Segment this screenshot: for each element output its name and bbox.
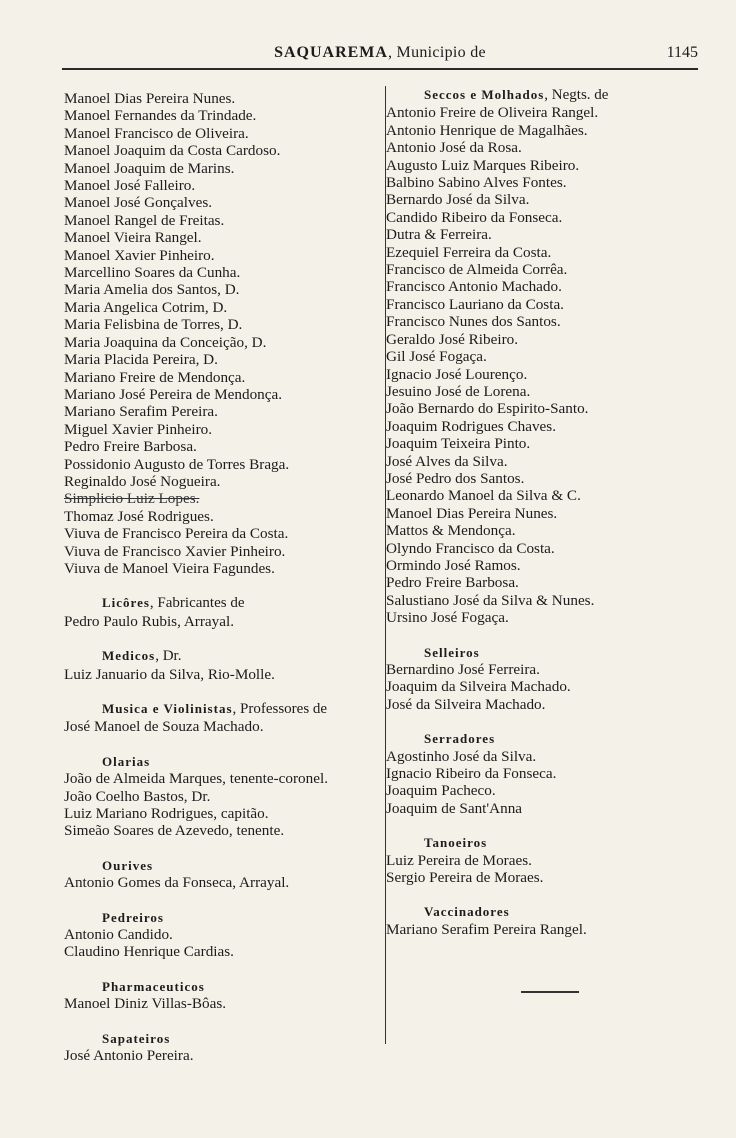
list-item: Candido Ribeiro da Fonseca. [386,208,563,226]
list-item: Manoel Francisco de Oliveira. [64,124,249,142]
right-column [386,86,722,938]
list-item: Luiz Januario da Silva, Rio-Molle. [64,665,275,683]
list-item: Manoel Rangel de Freitas. [64,211,225,229]
list-item: Claudino Henrique Cardias. [64,943,234,961]
list-item: Manoel Xavier Pinheiro. [64,246,215,264]
list-item: Miguel Xavier Pinheiro. [64,420,213,438]
list-item: Francisco Antonio Machado. [386,278,562,296]
list-item: Dutra & Ferreira. [386,226,492,244]
list-item: Sergio Pereira de Moraes. [386,869,544,887]
list-item: Agostinho José da Silva. [386,747,537,765]
list-item: Olyndo Francisco da Costa. [386,539,555,557]
list-item: Bernardo José da Silva. [386,191,530,209]
page-number: 1145 [666,44,698,61]
list-item: Joaquim Pacheco. [386,782,496,800]
list-item: Ezequiel Ferreira da Costa. [386,243,552,261]
list-item-struck: Simplicio Luiz Lopes. [64,490,200,508]
section-heading-licores: Licôres, Fabricantes de [102,595,245,612]
list-item: Viuva de Manoel Vieira Fagundes. [64,559,275,577]
list-item: Marcellino Soares da Cunha. [64,264,241,282]
list-item: Mariano Serafim Pereira. [64,403,218,421]
list-item: Maria Placida Pereira, D. [64,351,218,369]
list-item: Manoel Fernandes da Trindade. [64,107,257,125]
section-heading-olarias: Olarias [102,753,151,769]
list-item: Augusto Luiz Marques Ribeiro. [386,156,580,174]
list-item: Ignacio José Lourenço. [386,365,528,383]
section-heading-sapateiros: Sapateiros [102,1030,171,1046]
list-item: Manoel Diniz Villas-Bôas. [64,995,227,1013]
page-title [62,44,698,62]
list-item: Maria Angelica Cotrim, D. [64,298,228,316]
list-item: João Coelho Bastos, Dr. [64,787,211,805]
list-item: Manoel Joaquim da Costa Cardoso. [64,142,281,160]
list-item: Luiz Pereira de Moraes. [386,851,532,869]
section-heading-tanoeiros: Tanoeiros [424,835,488,851]
list-item: Salustiano José da Silva & Nunes. [386,591,595,609]
list-item: Pedro Paulo Rubis, Arrayal. [64,612,234,630]
list-item: Manoel Vieira Rangel. [64,229,202,247]
names-list [64,90,382,577]
list-item: João Bernardo do Espirito-Santo. [386,400,589,418]
list-item: Thomaz José Rodrigues. [64,507,214,525]
list-item: José Pedro dos Santos. [386,469,525,487]
list-item: Mattos & Mendonça. [386,522,516,540]
list-item: José da Silveira Machado. [386,695,546,713]
list-item: Antonio Gomes da Fonseca, Arrayal. [64,874,290,892]
list-item: Ignacio Ribeiro da Fonseca. [386,765,557,783]
list-item: Maria Joaquina da Conceição, D. [64,333,267,351]
list-item: Simeão Soares de Azevedo, tenente. [64,822,285,840]
list-item: Francisco Nunes dos Santos. [386,313,561,331]
list-item: Antonio José da Rosa. [386,139,522,157]
list-item: João de Almeida Marques, tenente-coronel. [64,770,329,788]
section-heading-pedreiros: Pedreiros [102,909,164,925]
list-item: Geraldo José Ribeiro. [386,330,519,348]
list-item: Joaquim Teixeira Pinto. [386,435,531,453]
section-heading-selleiros: Selleiros [424,644,480,660]
list-item: Francisco de Almeida Corrêa. [386,261,568,279]
title-suffix: , Municipio de [387,44,486,61]
list-item: Mariano Serafim Pereira Rangel. [386,920,587,938]
list-item: Joaquim de Sant'Anna [386,799,523,817]
list-item: Antonio Henrique de Magalhães. [386,121,588,139]
section-heading-seccos: Seccos e Molhados, Negts. de [424,87,609,103]
town-name: SAQUAREMA [274,44,388,61]
list-item: Luiz Mariano Rodrigues, capitão. [64,805,269,823]
section-heading-musica: Musica e Violinistas, Professores de [102,701,328,717]
list-item: Leonardo Manoel da Silva & C. [386,487,581,505]
list-item: Mariano Freire de Mendonça. [64,368,246,386]
list-item: Joaquim Rodrigues Chaves. [386,417,556,435]
page-header [62,44,698,68]
list-item: Antonio Candido. [64,926,173,944]
list-item: Possidonio Augusto de Torres Braga. [64,455,290,473]
list-item: Manoel Dias Pereira Nunes. [64,90,236,107]
list-item: Maria Amelia dos Santos, D. [64,281,240,299]
list-item: Joaquim da Silveira Machado. [386,678,571,696]
list-item: Bernardino José Ferreira. [386,661,540,678]
list-item: Francisco Lauriano da Costa. [386,295,564,313]
list-item: Ormindo José Ramos. [386,556,521,574]
list-item: Pedro Freire Barbosa. [386,574,519,592]
list-item: Manoel José Falleiro. [64,177,196,195]
list-item: Gil José Fogaça. [386,348,487,366]
left-column [64,90,382,1065]
list-item: Manoel Joaquim de Marins. [64,159,235,177]
section-heading-ourives: Ourives [102,857,154,873]
list-item: José Manoel de Souza Machado. [64,718,264,736]
section-heading-vaccinadores: Vaccinadores [424,904,510,920]
closing-rule [521,991,579,993]
list-item: Manoel José Gonçalves. [64,194,213,212]
list-item: Antonio Freire de Oliveira Rangel. [386,104,599,122]
list-item: Ursino José Fogaça. [386,609,509,627]
list-item: Mariano José Pereira de Mendonça. [64,385,283,403]
header-rule [62,68,698,70]
list-item: Jesuino José de Lorena. [386,382,531,400]
list-item: Maria Felisbina de Torres, D. [64,316,243,334]
list-item: Viuva de Francisco Xavier Pinheiro. [64,542,286,560]
section-heading-medicos: Medicos, Dr. [102,648,182,665]
list-item: Reginaldo José Nogueira. [64,472,221,490]
list-item: Viuva de Francisco Pereira da Costa. [64,525,289,543]
list-item: Pedro Freire Barbosa. [64,438,197,456]
list-item: José Antonio Pereira. [64,1047,194,1065]
list-item: José Alves da Silva. [386,452,508,470]
section-heading-pharmaceuticos: Pharmaceuticos [102,978,205,994]
list-item: Manoel Dias Pereira Nunes. [386,504,558,522]
list-item: Balbino Sabino Alves Fontes. [386,174,567,192]
section-heading-serradores: Serradores [424,731,496,747]
